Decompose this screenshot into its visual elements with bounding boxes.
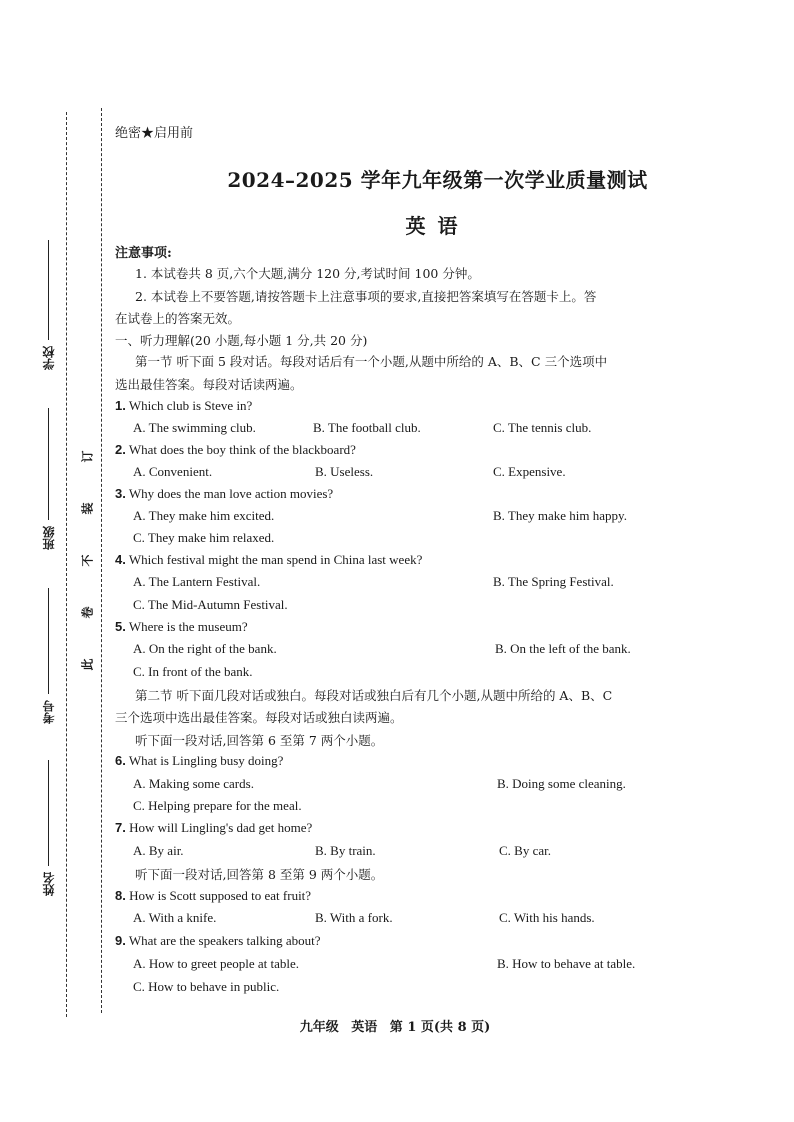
question-number: 5. bbox=[115, 619, 126, 634]
school-field[interactable] bbox=[36, 240, 60, 370]
option-c: C. The tennis club. bbox=[493, 420, 592, 435]
question-text: What are the speakers talking about? bbox=[128, 933, 321, 948]
option-c: C. Expensive. bbox=[493, 464, 566, 479]
binding-note-char: 此 bbox=[80, 658, 95, 671]
binding-note-char: 不 bbox=[80, 554, 95, 567]
option-c: C. In front of the bank. bbox=[133, 664, 253, 679]
option-c: C. They make him relaxed. bbox=[133, 530, 275, 545]
question bbox=[115, 820, 312, 836]
name-label: 姓名 bbox=[41, 872, 56, 896]
class-field[interactable] bbox=[36, 408, 60, 550]
question-text: How will Lingling's dad get home? bbox=[129, 820, 313, 835]
option-c: C. How to behave in public. bbox=[133, 979, 280, 994]
option-c: C. With his hands. bbox=[499, 910, 595, 925]
question bbox=[115, 933, 321, 949]
option-a: A. The swimming club. bbox=[133, 420, 256, 435]
question-number: 2. bbox=[115, 442, 126, 457]
subject-title: 英语 bbox=[405, 214, 470, 238]
binding-note bbox=[78, 448, 96, 673]
section-instruction: 第二节 听下面几段对话或独白。每段对话或独白后有几个小题,从题中所给的 A、B、C bbox=[135, 688, 613, 703]
option-a: A. They make him excited. bbox=[133, 508, 275, 523]
secret-mark: 绝密★启用前 bbox=[115, 126, 194, 141]
option-b: B. The Spring Festival. bbox=[493, 574, 614, 589]
option-a: A. How to greet people at table. bbox=[133, 956, 300, 971]
option-b: B. Doing some cleaning. bbox=[497, 776, 626, 791]
exam-no-field[interactable] bbox=[36, 588, 60, 724]
notes-title: 注意事项: bbox=[115, 246, 172, 261]
option-b: B. The football club. bbox=[313, 420, 421, 435]
option-a: A. On the right of the bank. bbox=[133, 641, 277, 656]
notes-item: 1. 本试卷共 8 页,六个大题,满分 120 分,考试时间 100 分钟。 bbox=[135, 266, 480, 281]
option-b: B. How to behave at table. bbox=[497, 956, 636, 971]
question-number: 6. bbox=[115, 753, 126, 768]
option-b: B. They make him happy. bbox=[493, 508, 627, 523]
notes-item: 2. 本试卷上不要答题,请按答题卡上注意事项的要求,直接把答案填写在答题卡上。答 bbox=[135, 289, 597, 304]
question bbox=[115, 486, 333, 502]
question-text: What does the boy think of the blackboard? bbox=[128, 442, 356, 457]
section-instruction: 第一节 听下面 5 段对话。每段对话后有一个小题,从题中所给的 A、B、C 三个选项中 bbox=[135, 354, 608, 369]
question-text: Why does the man love action movies? bbox=[128, 486, 334, 501]
question-text: Which club is Steve in? bbox=[128, 398, 253, 413]
option-b: B. On the left of the bank. bbox=[495, 641, 631, 656]
section-instruction-cont: 三个选项中选出最佳答案。每段对话或独白读两遍。 bbox=[115, 710, 403, 725]
option-a: A. Convenient. bbox=[133, 464, 213, 479]
question bbox=[115, 753, 283, 769]
option-b: B. With a fork. bbox=[315, 910, 393, 925]
option-a: A. By air. bbox=[133, 843, 184, 858]
footer-subject: 英语 bbox=[351, 1020, 378, 1035]
class-write-line[interactable] bbox=[48, 408, 49, 520]
question bbox=[115, 888, 311, 904]
listening-instruction: 听下面一段对话,回答第 8 至第 9 两个小题。 bbox=[135, 867, 384, 882]
question bbox=[115, 552, 422, 568]
school-label: 学校 bbox=[41, 346, 56, 370]
binding-dashed-line-inner bbox=[101, 108, 102, 1013]
footer-page-number: 第 1 页(共 8 页) bbox=[389, 1020, 491, 1035]
binding-note-char: 装 bbox=[80, 502, 95, 515]
name-write-line[interactable] bbox=[48, 760, 49, 866]
question-text: Which festival might the man spend in China last week? bbox=[128, 552, 423, 567]
exam-title: 2024–2025 学年九年级第一次学业质量测试 bbox=[227, 168, 648, 192]
school-write-line[interactable] bbox=[48, 240, 49, 340]
part-heading: 一、听力理解(20 小题,每小题 1 分,共 20 分) bbox=[115, 333, 368, 348]
listening-instruction: 听下面一段对话,回答第 6 至第 7 两个小题。 bbox=[135, 733, 384, 748]
binding-note-char: 订 bbox=[80, 450, 95, 463]
binding-dashed-line-outer bbox=[66, 112, 67, 1017]
binding-note-char: 卷 bbox=[80, 606, 95, 619]
section-instruction-cont: 选出最佳答案。每段对话读两遍。 bbox=[115, 377, 303, 392]
option-b: B. Useless. bbox=[315, 464, 374, 479]
question bbox=[115, 442, 356, 458]
class-label: 班级 bbox=[41, 526, 56, 550]
option-c: C. The Mid-Autumn Festival. bbox=[133, 597, 288, 612]
question-text: What is Lingling busy doing? bbox=[128, 753, 284, 768]
exam-no-write-line[interactable] bbox=[48, 588, 49, 694]
option-b: B. By train. bbox=[315, 843, 376, 858]
option-a: A. With a knife. bbox=[133, 910, 217, 925]
question-number: 4. bbox=[115, 552, 126, 567]
question-number: 1. bbox=[115, 398, 126, 413]
option-c: C. Helping prepare for the meal. bbox=[133, 798, 302, 813]
question-text: Where is the museum? bbox=[128, 619, 248, 634]
exam-no-label: 考号 bbox=[41, 700, 56, 724]
option-a: A. Making some cards. bbox=[133, 776, 254, 791]
question bbox=[115, 398, 252, 414]
question-text: How is Scott supposed to eat fruit? bbox=[129, 888, 312, 903]
name-field[interactable] bbox=[36, 760, 60, 896]
question bbox=[115, 619, 248, 635]
page-footer bbox=[115, 1016, 675, 1035]
question-number: 9. bbox=[115, 933, 126, 948]
question-number: 3. bbox=[115, 486, 126, 501]
footer-grade: 九年级 bbox=[299, 1020, 339, 1035]
notes-item-cont: 在试卷上的答案无效。 bbox=[115, 311, 241, 326]
option-c: C. By car. bbox=[499, 843, 551, 858]
question-number: 8. bbox=[115, 888, 126, 903]
question-number: 7. bbox=[115, 820, 126, 835]
option-a: A. The Lantern Festival. bbox=[133, 574, 261, 589]
